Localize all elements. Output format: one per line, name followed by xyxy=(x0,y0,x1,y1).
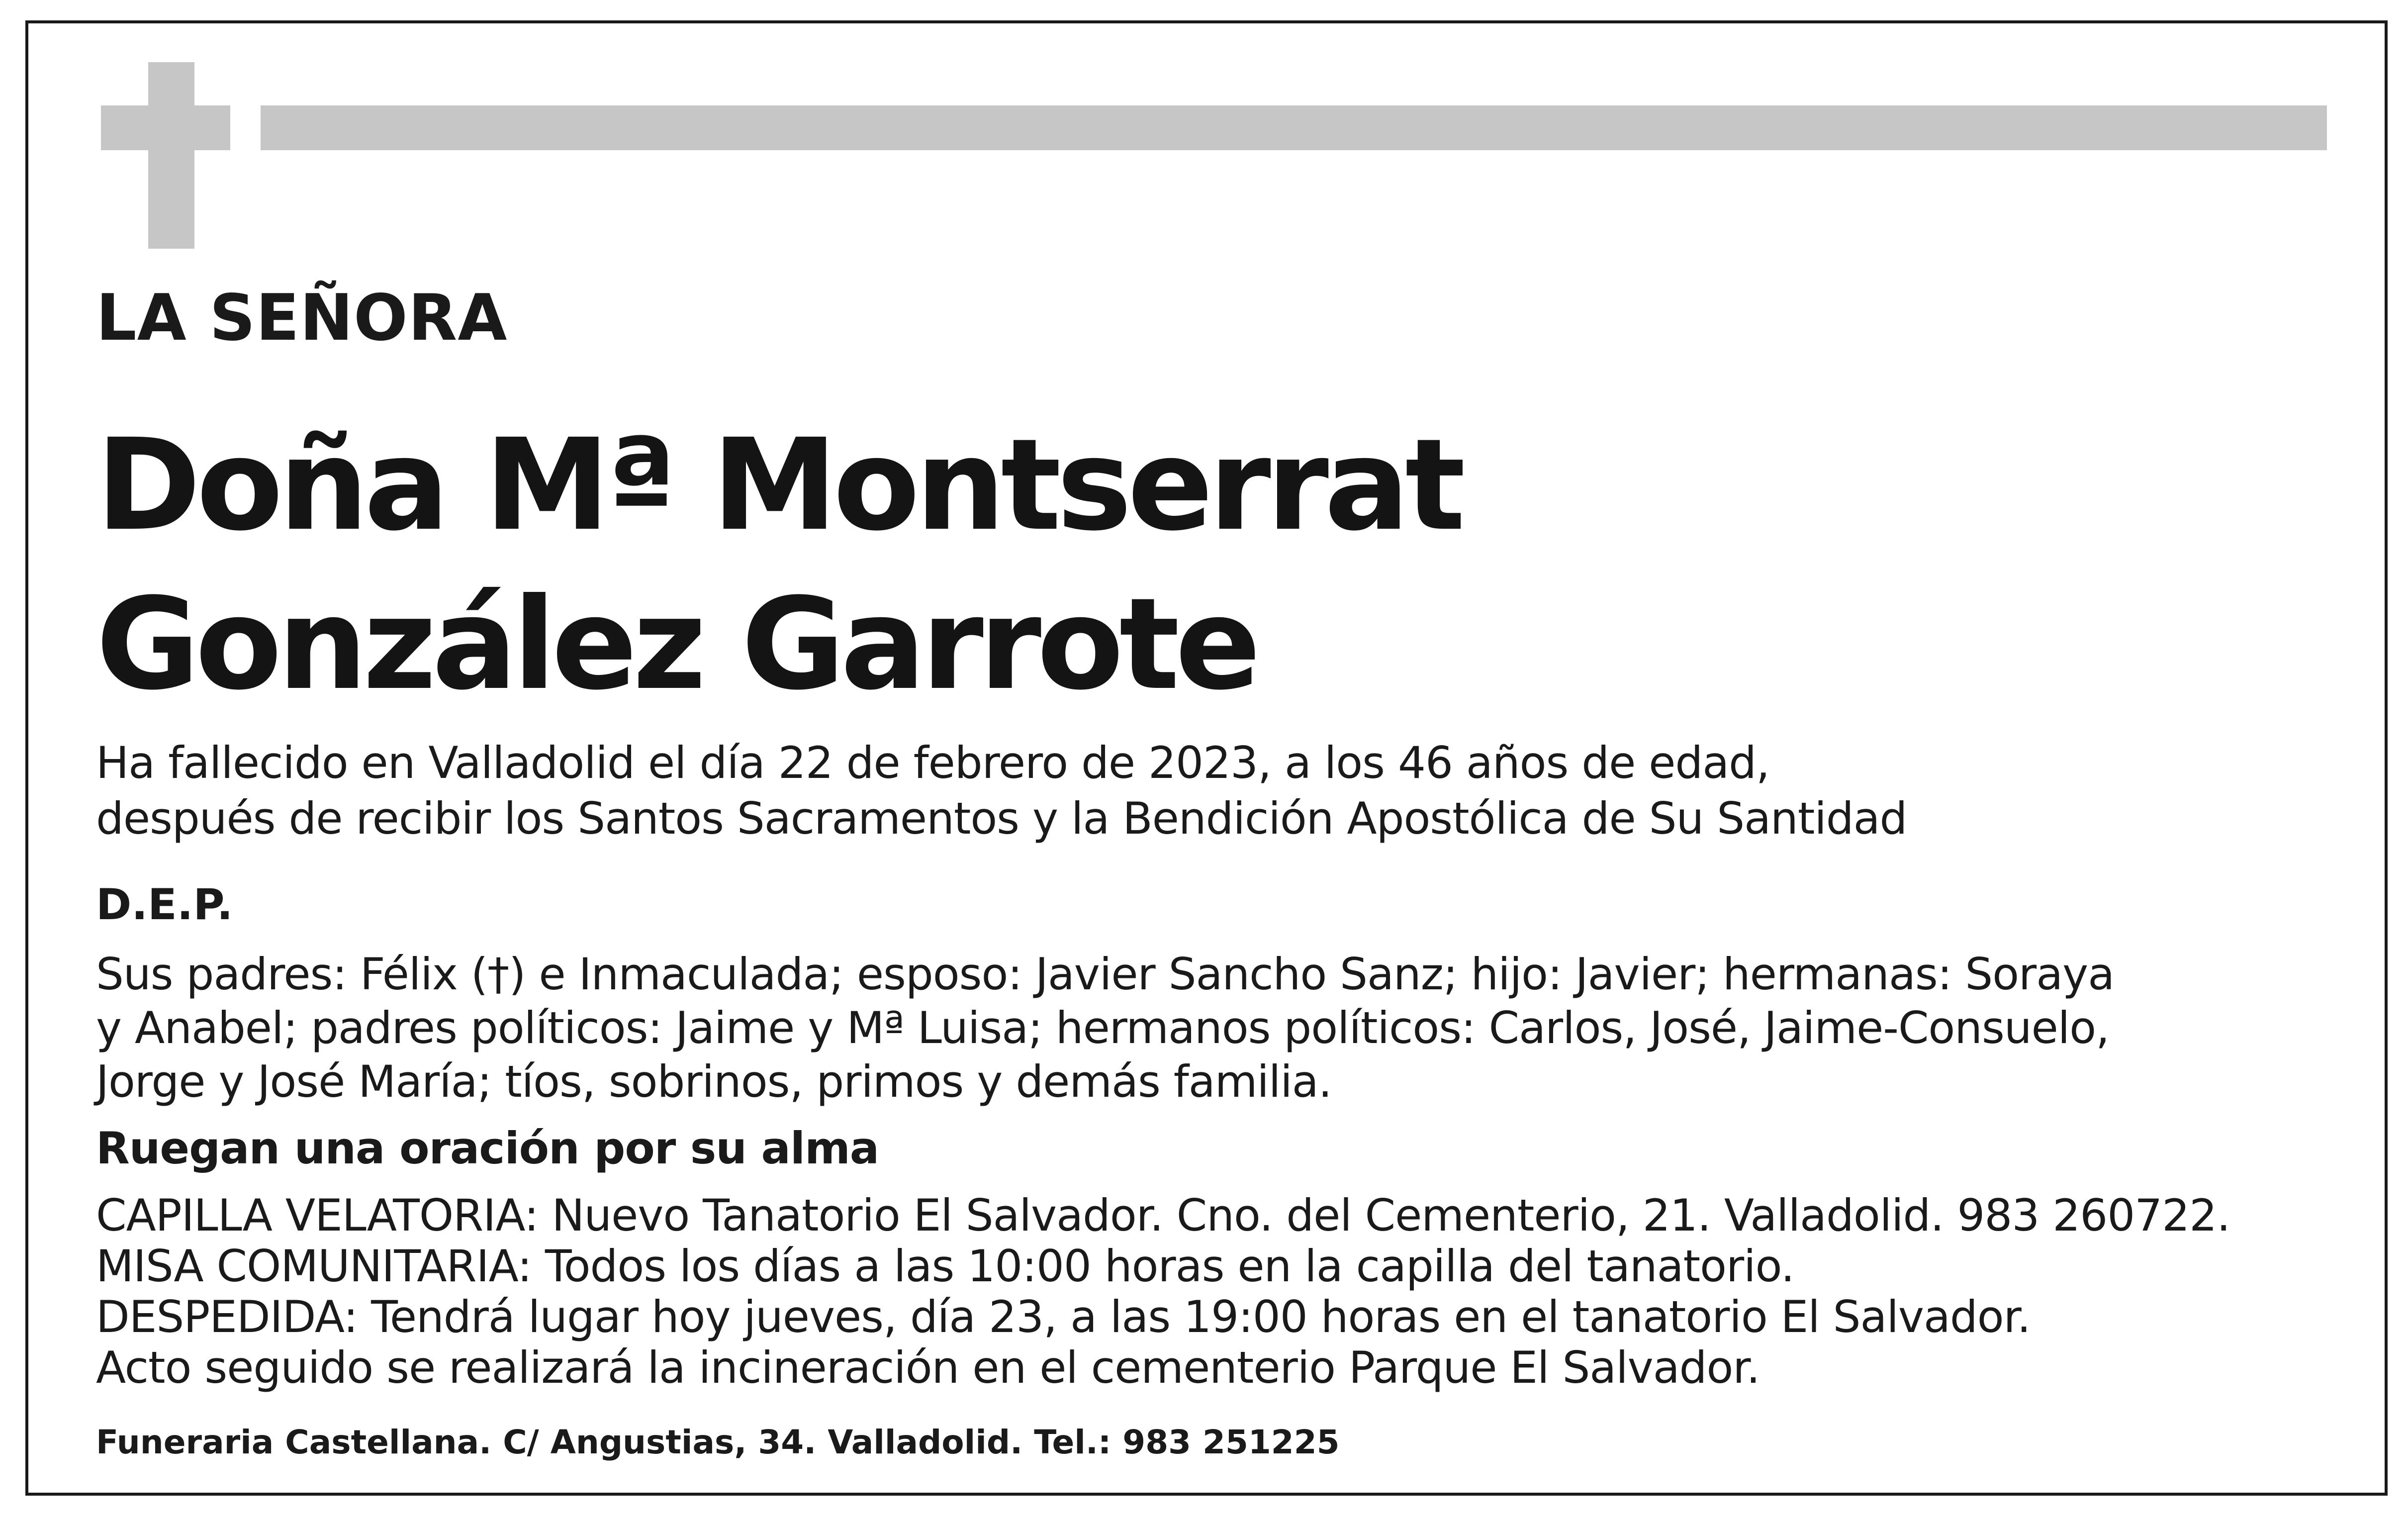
announcement-line-1: Ha fallecido en Valladolid el día 22 de febrero de 2023, a los 46 años de edad, xyxy=(96,737,1769,788)
rest-in-peace: D.E.P. xyxy=(96,880,233,930)
family-line-1: Sus padres: Félix (†) e Inmaculada; esposo: Javier Sancho Sanz; hijo: Javier; hermanas: Soraya xyxy=(96,949,2115,1000)
deceased-name-line-1: Doña Mª Montserrat xyxy=(96,411,1461,559)
cross-horizontal-beam xyxy=(101,105,230,150)
service-line-cremation: Acto seguido se realizará la incineración en el cementerio Parque El Salvador. xyxy=(96,1342,1760,1393)
deceased-name-line-2: González Garrote xyxy=(96,571,1257,718)
death-announcement xyxy=(96,735,1907,847)
service-line-mass: MISA COMUNITARIA: Todos los días a las 10:00 horas en la capilla del tanatorio. xyxy=(96,1240,1794,1292)
funeral-home-footer: Funeraria Castellana. C/ Angustias, 34. Valladolid. Tel.: 983 251225 xyxy=(96,1423,1340,1461)
announcement-line-2: después de recibir los Santos Sacramentos y la Bendición Apostólica de Su Santidad xyxy=(96,793,1907,844)
family-line-3: Jorge y José María; tíos, sobrinos, primos y demás familia. xyxy=(96,1056,1332,1107)
prayer-request: Ruegan una oración por su alma xyxy=(96,1123,879,1174)
title-prefix: LA SEÑORA xyxy=(96,281,508,355)
header-divider-bar xyxy=(261,105,2327,150)
family-line-2: y Anabel; padres políticos: Jaime y Mª Luisa; hermanos políticos: Carlos, José, Jaime-Consuelo, xyxy=(96,1002,2110,1053)
deceased-name xyxy=(96,405,1461,724)
service-line-farewell: DESPEDIDA: Tendrá lugar hoy jueves, día 23, a las 19:00 horas en el tanatorio El Salvador. xyxy=(96,1291,2031,1342)
service-details xyxy=(96,1190,2230,1393)
family-list xyxy=(96,948,2114,1109)
cross-vertical-beam xyxy=(148,62,194,249)
service-line-wake: CAPILLA VELATORIA: Nuevo Tanatorio El Salvador. Cno. del Cementerio, 21. Valladolid. 983 260722. xyxy=(96,1190,2230,1241)
